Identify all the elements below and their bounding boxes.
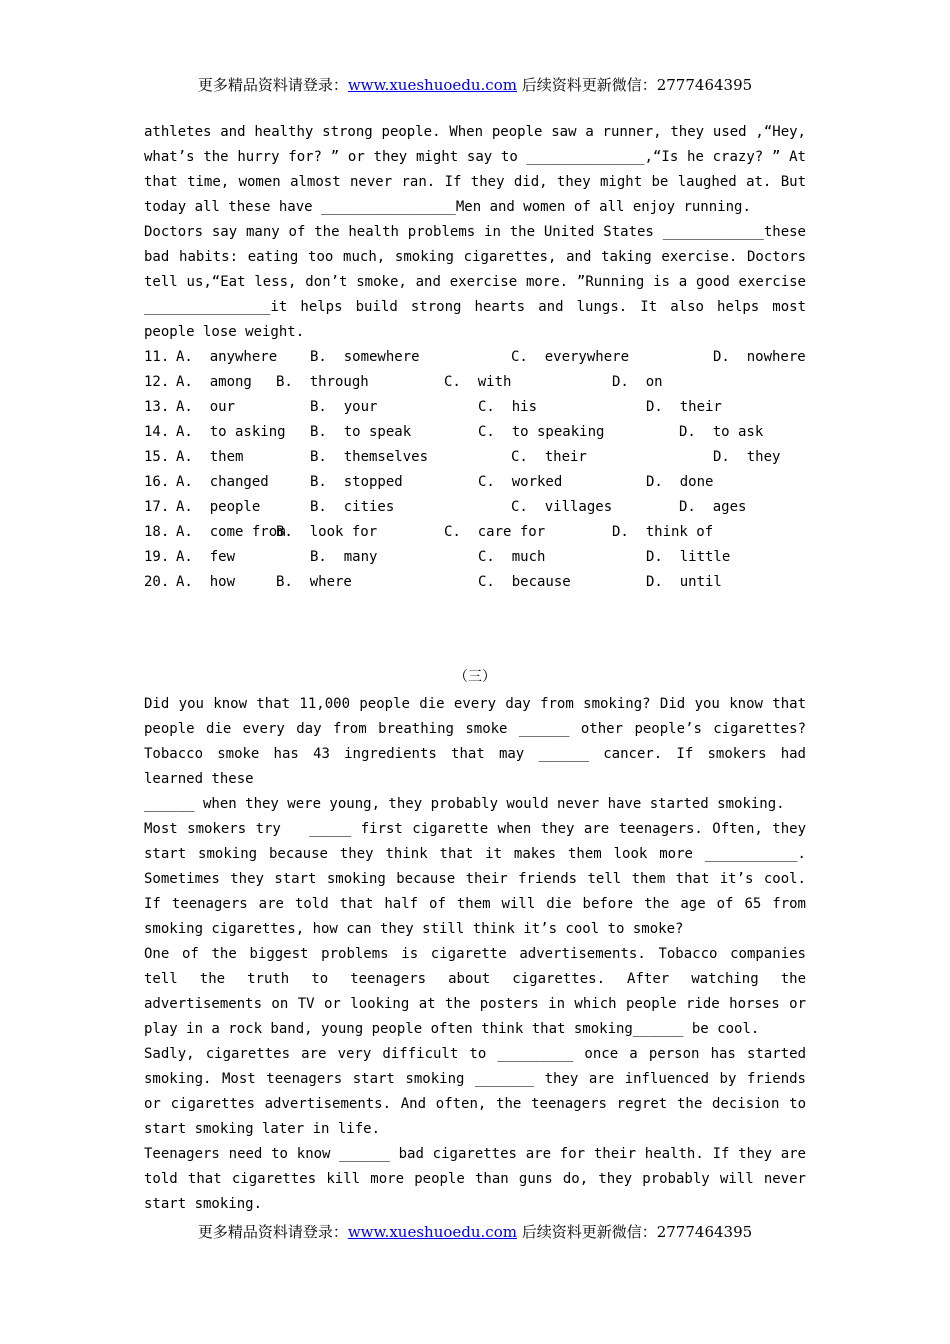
option-d: D. think of [612, 524, 714, 540]
question-number: 13. [144, 399, 170, 415]
option-b: B. themselves [310, 449, 429, 465]
header-prefix: 更多精品资料请登录： [197, 76, 348, 94]
footer-prefix: 更多精品资料请登录： [197, 1223, 348, 1241]
option-b: B. stopped [310, 474, 403, 490]
question-row-12 [144, 370, 806, 395]
passage-paragraph: Doctors say many of the health problems in the United States ____________these bad habits: eating too much, smoking cigarettes, and taking exercise. Doctors tell us,“Eat less, don’t smoke, and exercise more. ”Running is a good exercise _______________it helps build strong hearts and lungs. It also helps most people lose weight. [144, 224, 815, 340]
option-b: B. to speak [310, 424, 412, 440]
option-d: D. on [612, 374, 663, 390]
option-c: C. to speaking [478, 424, 605, 440]
option-d: D. little [646, 549, 731, 565]
option-a: A. our [176, 399, 236, 415]
option-d: D. ages [679, 499, 747, 515]
section-title: （三） [454, 669, 496, 685]
question-number: 14. [144, 424, 170, 440]
option-b: B. cities [310, 499, 395, 515]
option-d: D. their [646, 399, 722, 415]
option-a: A. them [176, 449, 244, 465]
passage-paragraph: Teenagers need to know ______ bad cigarettes are for their health. If they are told that cigarettes kill more people than guns do, they probably will never start smoking. [144, 1146, 815, 1212]
option-b: B. your [310, 399, 378, 415]
question-row-11 [144, 345, 806, 370]
passage-paragraph: Did you know that 11,000 people die every day from smoking? Did you know that people die every day from breathing smoke ______ other people’s cigarettes? Tobacco smoke has 43 ingredients that may ______ cancer. If smokers had learned these [144, 696, 815, 787]
footer-website-link[interactable]: www.xueshuoedu.com [347, 1223, 517, 1241]
option-d: D. to ask [679, 424, 764, 440]
option-a: A. changed [176, 474, 269, 490]
cloze-passage-2-continued [144, 120, 815, 595]
option-a: A. how [176, 574, 236, 590]
page-footer [0, 1221, 950, 1242]
option-d: D. until [646, 574, 722, 590]
header-website-link[interactable]: www.xueshuoedu.com [347, 76, 517, 94]
option-c: C. with [444, 374, 512, 390]
question-row-14 [144, 420, 806, 445]
option-d: D. they [713, 449, 781, 465]
option-a: A. come from [176, 524, 286, 540]
question-number: 18. [144, 524, 170, 540]
option-b: B. look for [276, 524, 378, 540]
option-b: B. where [276, 574, 352, 590]
option-a: A. people [176, 499, 261, 515]
option-a: A. among [176, 374, 252, 390]
question-number: 16. [144, 474, 170, 490]
question-row-19 [144, 545, 806, 570]
option-b: B. through [276, 374, 369, 390]
question-row-16 [144, 470, 806, 495]
question-number: 20. [144, 574, 170, 590]
option-c: C. his [478, 399, 538, 415]
question-row-15 [144, 445, 806, 470]
option-c: C. much [478, 549, 546, 565]
option-c: C. worked [478, 474, 563, 490]
passage-paragraph: ______ when they were young, they probably would never have started smoking. [144, 796, 785, 812]
question-number: 17. [144, 499, 170, 515]
header-suffix: 后续资料更新微信：2777464395 [516, 76, 753, 94]
question-number: 11. [144, 349, 170, 365]
question-number: 12. [144, 374, 170, 390]
question-row-20 [144, 570, 806, 595]
option-c: C. their [511, 449, 587, 465]
option-c: C. villages [511, 499, 613, 515]
passage-paragraph: One of the biggest problems is cigarette advertisements. Tobacco companies tell the truth to teenagers about cigarettes. After watching the advertisements on TV or looking at the posters in which people ride horses or play in a rock band, young people often think that smoking______ be cool. [144, 946, 815, 1037]
passage-paragraph: athletes and healthy strong people. When people saw a runner, they used ,“Hey, what’s the hurry for? ” or they might say to ______________,“Is he crazy? ” At that time, women almost never ran. If they did, they might be laughed at. But today all these have ________________Men and women of all enjoy running. [144, 124, 815, 215]
option-a: A. few [176, 549, 236, 565]
option-c: C. everywhere [511, 349, 630, 365]
option-b: B. many [310, 549, 378, 565]
passage-paragraph: Most smokers try _____ first cigarette when they are teenagers. Often, they start smoking because they think that it makes them look more ___________. Sometimes they start smoking because their friends tell them that it’s cool. If teenagers are told that half of them will die before the age of 65 from smoking cigarettes, how can they still think it’s cool to smoke? [144, 821, 815, 937]
option-d: D. nowhere [713, 349, 806, 365]
option-a: A. to asking [176, 424, 286, 440]
passage-paragraph: Sadly, cigarettes are very difficult to _________ once a person has started smoking. Most teenagers start smoking _______ they are influenced by friends or cigarettes advertisements. And often, the teenagers regret the decision to start smoking later in life. [144, 1046, 815, 1137]
question-row-13 [144, 395, 806, 420]
question-row-17 [144, 495, 806, 520]
question-row-18 [144, 520, 806, 545]
question-number: 15. [144, 449, 170, 465]
page-header [0, 74, 950, 95]
footer-suffix: 后续资料更新微信：2777464395 [516, 1223, 753, 1241]
option-b: B. somewhere [310, 349, 420, 365]
option-d: D. done [646, 474, 714, 490]
question-number: 19. [144, 549, 170, 565]
cloze-passage-3 [144, 692, 815, 1217]
option-c: C. because [478, 574, 571, 590]
option-c: C. care for [444, 524, 546, 540]
option-a: A. anywhere [176, 349, 278, 365]
